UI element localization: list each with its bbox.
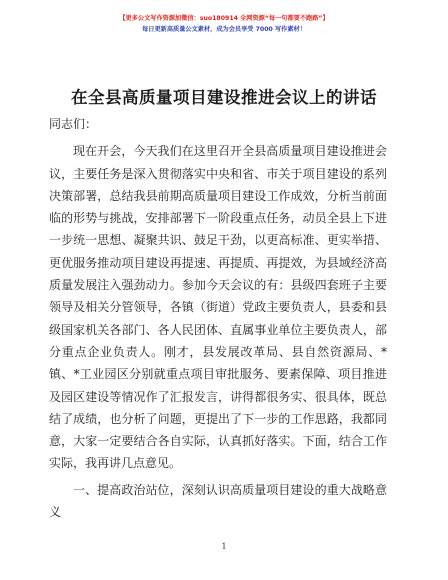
promo-banner-line-1: 【更多公文写作资源加微信：suo180914 全网资源“每一句都要不跑路”】 — [119, 15, 329, 22]
body-paragraph: 现在开会，今天我们在这里召开全县高质量项目建设推进会议，主要任务是深入贯彻落实中央和省、市关于项目建设的系列决策部署，总结我县前期高质量项目建设工作成效，分析当前面临的形势与挑战，安排部署下一阶段重点任务，动员全县上下进一步统一思想、凝聚共识、鼓足干劲，以更高标准、更实举措、更优服务推动项目建设再提速、再提质、再提效，为县域经济高质量发展注入强劲动力。参加今天会议的有：县级四套班子主要领导及相关分管领导，各镇（街道）党政主要负责人，县委和县级国家机关各部门、各人民团体、直属事业单位主要负责人，部分重点企业负责人。刚才，县发展改革局、县自然资源局、*镇、*工业园区分别就重点项目审批服务、要素保障、项目推进及园区建设等情况作了汇报发言，讲得都很务实、很具体，既总结了成绩，也分析了问题，更提出了下一步的工作思路，我都同意，大家一定要结合各自实际，认真抓好落实。下面，结合工作实际，我再讲几点意见。 — [49, 144, 387, 471]
promo-banner — [0, 13, 448, 35]
salutation: 同志们： — [49, 117, 98, 131]
section-heading: 一、提高政治站位，深刻认识高质量项目建设的重大战略意义 — [49, 482, 387, 520]
page-number: 1 — [221, 542, 227, 551]
document-body — [49, 113, 387, 523]
document-title: 在全县高质量项目建设推进会议上的讲话 — [71, 88, 377, 107]
promo-banner-line-2: 每日更新高质量公文素材，成为会员享受 7000 写作素材！ — [142, 26, 306, 33]
